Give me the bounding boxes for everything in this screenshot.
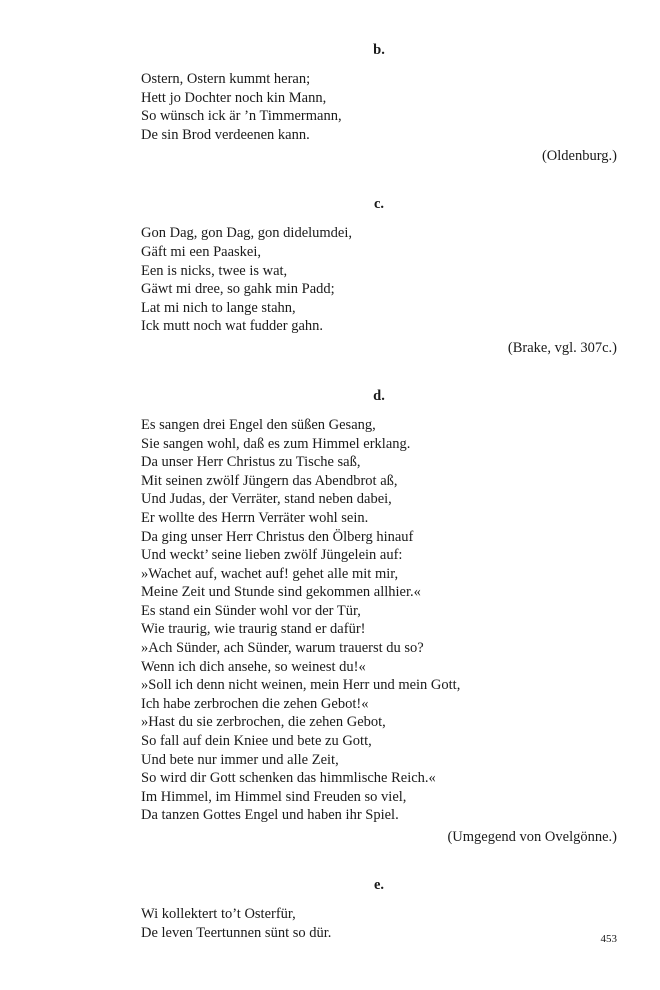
section-b [141, 40, 617, 166]
poem-line: Gon Dag, gon Dag, gon didelumdei, [141, 225, 353, 242]
poem-line: Ich habe zerbrochen die zehen Gebot!« [141, 695, 369, 712]
source-attribution: (Oldenburg.) [541, 148, 617, 165]
poem-line: Meine Zeit und Stunde sind gekommen allhier.« [141, 584, 421, 601]
poem-line: Wenn ich dich ansehe, so weinest du!« [141, 658, 366, 675]
poem-line: Ick mutt noch wat fudder gahn. [141, 318, 324, 335]
poem-line: Da ging unser Herr Christus den Ölberg hinauf [141, 528, 414, 545]
poem-line: »Hast du sie zerbrochen, die zehen Gebot, [141, 714, 386, 731]
poem-line: Wi kollektert to’t Osterfür, [141, 906, 296, 922]
poem-line: De sin Brod verdeenen kann. [141, 126, 310, 143]
poem-line: Gäwt mi dree, so gahk min Padd; [141, 281, 335, 298]
section-c [141, 194, 617, 358]
poem-line: Da unser Herr Christus zu Tische saß, [141, 454, 361, 471]
page-content [141, 40, 617, 942]
poem-line: Es stand ein Sünder wohl vor der Tür, [141, 602, 361, 619]
poem-line: So wünsch ick är ’n Timmermann, [141, 108, 342, 125]
poem-line: »Soll ich denn nicht weinen, mein Herr und mein Gott, [141, 677, 461, 694]
poem-line: Im Himmel, im Himmel sind Freuden so viel, [141, 788, 407, 805]
poem-line: So fall auf dein Kniee und bete zu Gott, [141, 733, 372, 750]
poem-line: Mit seinen zwölf Jüngern das Abendbrot aß, [141, 472, 398, 489]
poem-line: Hett jo Dochter noch kin Mann, [141, 89, 327, 106]
poem-line: Gäft mi een Paaskei, [141, 243, 261, 260]
poem-text [141, 70, 617, 144]
poem-line: So wird dir Gott schenken das himmlische Reich.« [141, 770, 436, 787]
poem-line: Een is nicks, twee is wat, [141, 262, 288, 279]
poem-line: Und bete nur immer und alle Zeit, [141, 751, 339, 768]
poem-line: De leven Teertunnen sünt so dür. [141, 924, 332, 941]
poem-line: Da tanzen Gottes Engel und haben ihr Spiel. [141, 807, 399, 824]
source-attribution: (Brake, vgl. 307c.) [507, 339, 617, 356]
section-heading: c. [373, 196, 385, 213]
poem-line: Wie traurig, wie traurig stand er dafür! [141, 621, 366, 638]
page-number: 453 [600, 933, 617, 945]
source-attribution: (Umgegend von Ovelgönne.) [447, 829, 617, 845]
poem-line: Und Judas, der Verräter, stand neben dabei, [141, 491, 392, 508]
poem-line: Es sangen drei Engel den süßen Gesang, [141, 416, 376, 433]
section-heading: b. [373, 42, 385, 58]
poem-text [141, 416, 617, 825]
poem-line: Und weckt’ seine lieben zwölf Jüngelein auf: [141, 547, 403, 564]
section-heading: e. [373, 877, 385, 893]
poem-line: Er wollte des Herrn Verräter wohl sein. [141, 509, 369, 526]
section-heading: d. [373, 387, 385, 404]
poem-text [141, 905, 617, 942]
section-d [141, 386, 617, 847]
poem-text [141, 224, 617, 336]
section-e [141, 875, 617, 942]
poem-line: »Wachet auf, wachet auf! gehet alle mit mir, [141, 565, 399, 582]
poem-line: Sie sangen wohl, daß es zum Himmel erklang. [141, 435, 411, 452]
poem-line: Ostern, Ostern kummt heran; [141, 71, 311, 87]
poem-line: Lat mi nich to lange stahn, [141, 299, 296, 316]
poem-line: »Ach Sünder, ach Sünder, warum trauerst du so? [141, 640, 424, 657]
